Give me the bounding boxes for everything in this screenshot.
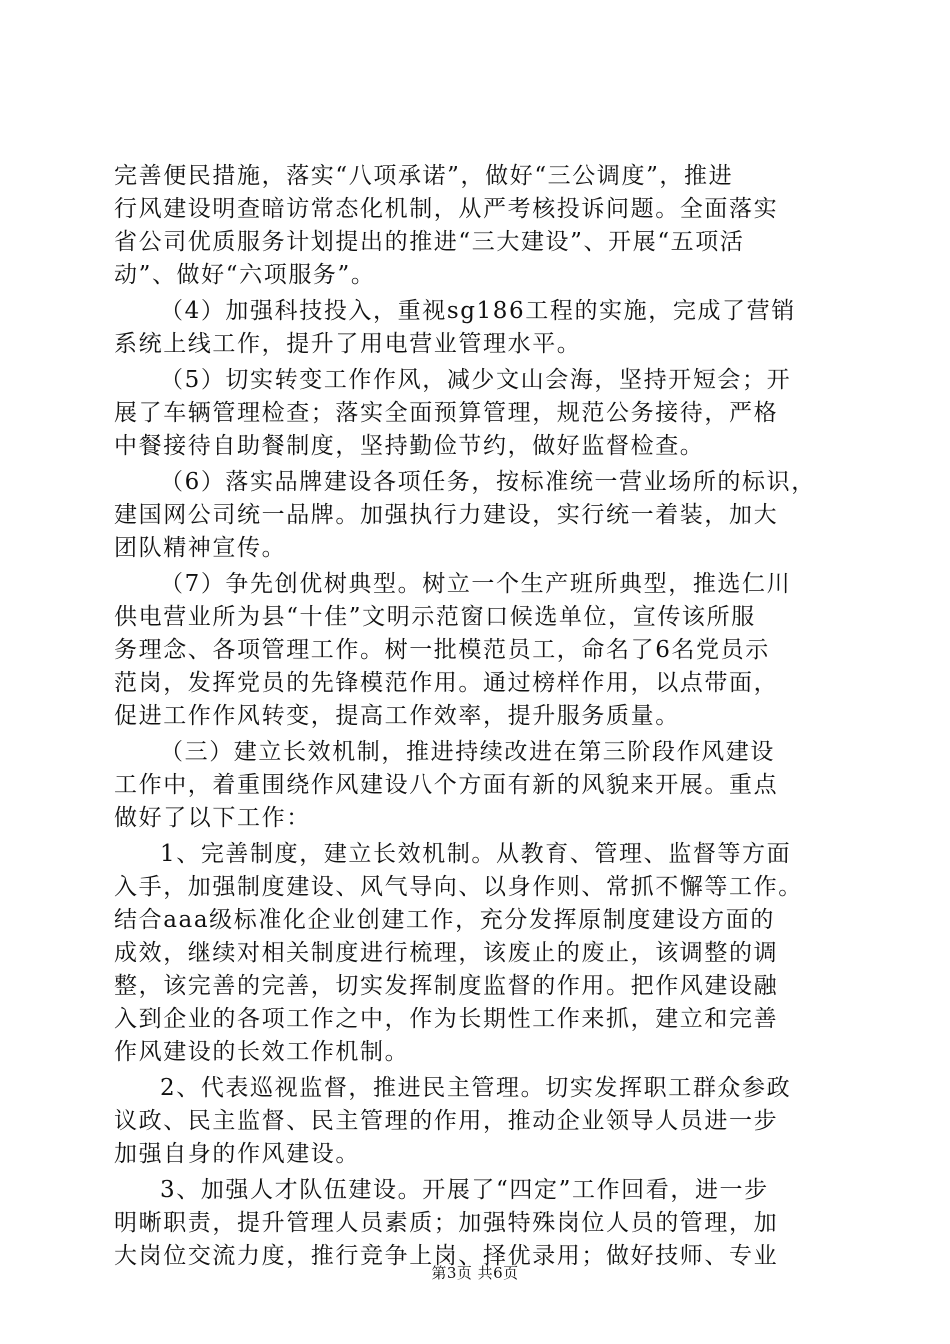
- text-line: （4）加强科技投入，重视sg186工程的实施，完成了营销: [160, 298, 796, 324]
- text-line: 完善便民措施，落实“八项承诺”，做好“三公调度”，推进: [114, 163, 734, 189]
- text-line: （7）争先创优树典型。树立一个生产班所典型，推选仁川: [160, 571, 792, 597]
- text-line: 3、加强人才队伍建设。开展了“四定”工作回看，进一步: [160, 1177, 769, 1203]
- text-line: 团队精神宣传。: [114, 535, 287, 561]
- text-line: 大岗位交流力度，推行竞争上岗、择优录用；做好技师、专业: [114, 1243, 779, 1269]
- text-line: 工作中，着重围绕作风建设八个方面有新的风貌来开展。重点: [114, 772, 779, 798]
- text-line: 作风建设的长效工作机制。: [114, 1039, 410, 1065]
- text-line: 促进工作作风转变，提高工作效率，提升服务质量。: [114, 703, 680, 729]
- text-line: 动”、做好“六项服务”。: [114, 262, 376, 288]
- text-line: 范岗，发挥党员的先锋模范作用。通过榜样作用，以点带面，: [114, 670, 779, 696]
- text-line: 行风建设明查暗访常态化机制，从严考核投诉问题。全面落实: [114, 196, 779, 222]
- text-line: （6）落实品牌建设各项任务，按标准统一营业场所的标识，: [160, 469, 816, 495]
- text-line: 供电营业所为县“十佳”文明示范窗口候选单位，宣传该所服: [114, 604, 756, 630]
- text-line: 展了车辆管理检查；落实全面预算管理，规范公务接待，严格: [114, 400, 779, 426]
- text-line: 入手，加强制度建设、风气导向、以身作则、常抓不懈等工作。: [114, 874, 803, 900]
- document-body: [114, 160, 834, 1273]
- text-line: （三）建立长效机制，推进持续改进在第三阶段作风建设: [160, 739, 775, 765]
- text-line: 省公司优质服务计划提出的推进“三大建设”、开展“五项活: [114, 229, 745, 255]
- text-line: 议政、民主监督、民主管理的作用，推动企业领导人员进一步: [114, 1108, 779, 1134]
- text-line: 加强自身的作风建设。: [114, 1141, 360, 1167]
- text-line: 成效，继续对相关制度进行梳理，该废止的废止，该调整的调: [114, 940, 779, 966]
- text-line: 整，该完善的完善，切实发挥制度监督的作用。把作风建设融: [114, 973, 779, 999]
- text-line: 做好了以下工作：: [114, 805, 311, 831]
- text-line: 入到企业的各项工作之中，作为长期性工作来抓，建立和完善: [114, 1006, 779, 1032]
- text-line: 中餐接待自助餐制度，坚持勤俭节约，做好监督检查。: [114, 433, 705, 459]
- text-line: 1、完善制度，建立长效机制。从教育、管理、监督等方面: [160, 841, 792, 867]
- text-line: 建国网公司统一品牌。加强执行力建设，实行统一着装，加大: [114, 502, 779, 528]
- text-line: 2、代表巡视监督，推进民主管理。切实发挥职工群众参政: [160, 1075, 792, 1101]
- text-line: 结合aaa级标准化企业创建工作，充分发挥原制度建设方面的: [114, 907, 775, 933]
- text-line: 明晰职责，提升管理人员素质；加强特殊岗位人员的管理，加: [114, 1210, 779, 1236]
- text-line: （5）切实转变工作作风，减少文山会海，坚持开短会；开: [160, 367, 792, 393]
- page-number-footer: 第3页 共6页: [431, 1264, 519, 1282]
- text-line: 务理念、各项管理工作。树一批模范员工，命名了6名党员示: [114, 637, 770, 663]
- text-line: 系统上线工作，提升了用电营业管理水平。: [114, 331, 582, 357]
